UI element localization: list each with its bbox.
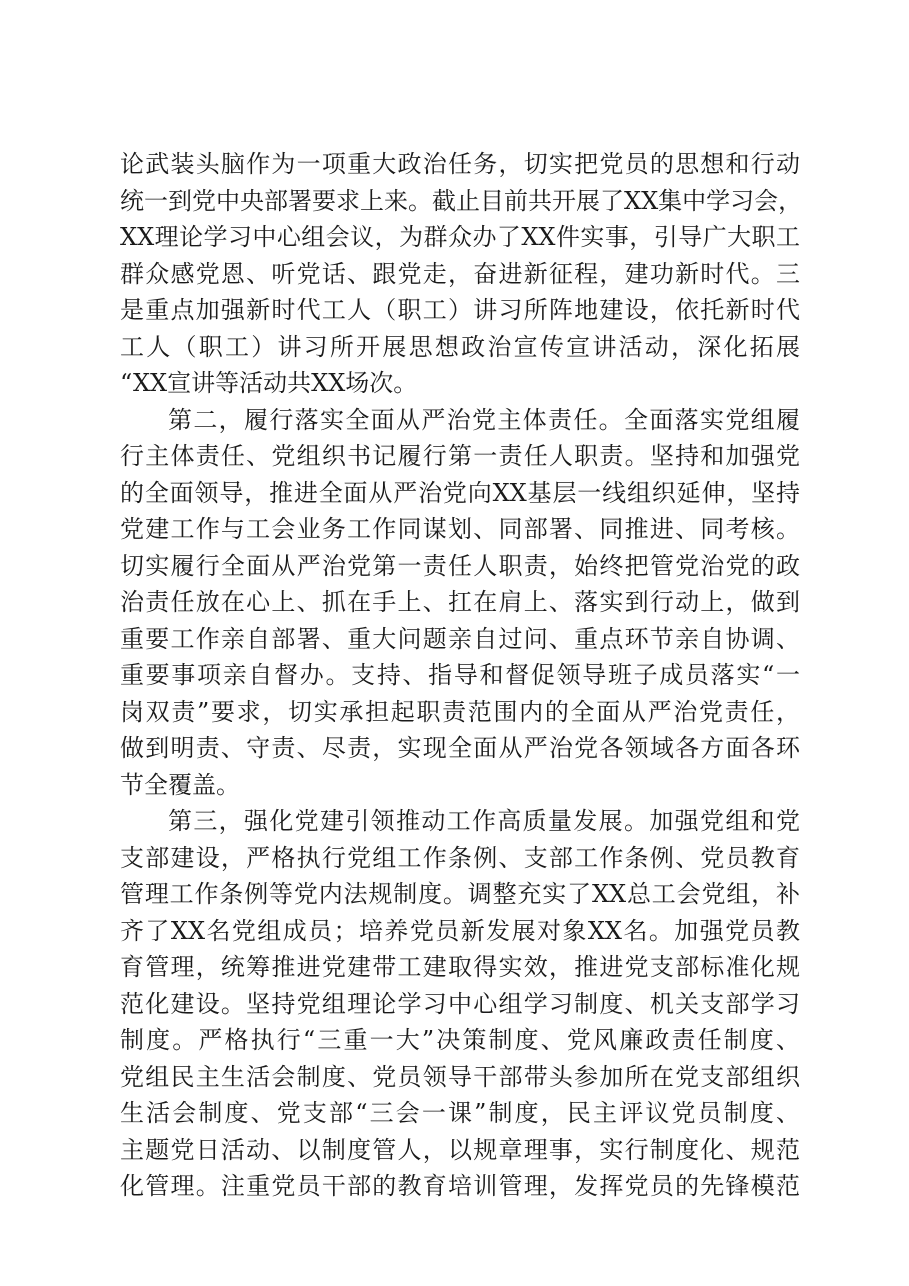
paragraph-line: 岗双责”要求，切实承担起职责范围内的全面从严治党责任， <box>120 697 800 726</box>
paragraph-line: 切实履行全面从严治党第一责任人职责，始终把管党治党的政 <box>120 551 800 580</box>
paragraph-line: 齐了XX名党组成员；培养党员新发展对象XX名。加强党员教 <box>120 916 800 945</box>
paragraph-line: 的全面领导，推进全面从严治党向XX基层一线组织延伸，坚持 <box>120 478 800 507</box>
paragraph-line: 论武装头脑作为一项重大政治任务，切实把党员的思想和行动 <box>120 150 800 178</box>
paragraph-line: 支部建设，严格执行党组工作条例、支部工作条例、党员教育 <box>120 843 800 872</box>
paragraph-line: 是重点加强新时代工人（职工）讲习所阵地建设，依托新时代 <box>120 296 800 324</box>
paragraph-line: 化管理。注重党员干部的教育培训管理，发挥党员的先锋模范 <box>120 1172 800 1200</box>
paragraph-line: 第二，履行落实全面从严治党主体责任。全面落实党组履 <box>168 405 800 434</box>
paragraph-line: 治责任放在心上、抓在手上、扛在肩上、落实到行动上，做到 <box>120 588 800 616</box>
paragraph-line: 管理工作条例等党内法规制度。调整充实了XX总工会党组，补 <box>120 880 800 908</box>
paragraph-line: 做到明责、守责、尽责，实现全面从严治党各领域各方面各环 <box>120 734 800 762</box>
paragraph-line: 范化建设。坚持党组理论学习中心组学习制度、机关支部学习 <box>120 989 800 1018</box>
paragraph-line: XX理论学习中心组会议，为群众办了XX件实事，引导广大职工 <box>120 223 800 251</box>
paragraph-line: 行主体责任、党组织书记履行第一责任人职责。坚持和加强党 <box>120 442 800 470</box>
paragraph-line: 统一到党中央部署要求上来。截止目前共开展了XX集中学习会， <box>120 186 803 215</box>
body-text <box>120 146 803 1205</box>
paragraph-line: 主题党日活动、以制度管人，以规章理事，实行制度化、规范 <box>120 1135 800 1164</box>
paragraph-line: 生活会制度、党支部“三会一课”制度，民主评议党员制度、 <box>120 1099 800 1127</box>
paragraph-line: “XX宣讲等活动共XX场次。 <box>120 369 418 397</box>
paragraph-line: 重要工作亲自部署、重大问题亲自过问、重点环节亲自协调、 <box>120 624 800 653</box>
paragraph-line: 党组民主生活会制度、党员领导干部带头参加所在党支部组织 <box>120 1062 800 1091</box>
paragraph-line: 工人（职工）讲习所开展思想政治宣传宣讲活动，深化拓展 <box>120 332 800 361</box>
paragraph-line: 群众感党恩、听党话、跟党走，奋进新征程，建功新时代。三 <box>120 259 800 288</box>
paragraph-line: 制度。严格执行“三重一大”决策制度、党风廉政责任制度、 <box>120 1026 800 1054</box>
paragraph-line: 育管理，统筹推进党建带工建取得实效，推进党支部标准化规 <box>120 953 800 981</box>
paragraph-line: 节全覆盖。 <box>120 770 240 799</box>
paragraph-line: 重要事项亲自督办。支持、指导和督促领导班子成员落实“一 <box>120 661 800 689</box>
paragraph-line: 第三，强化党建引领推动工作高质量发展。加强党组和党 <box>168 807 800 835</box>
paragraph-line: 党建工作与工会业务工作同谋划、同部署、同推进、同考核。 <box>120 515 800 543</box>
